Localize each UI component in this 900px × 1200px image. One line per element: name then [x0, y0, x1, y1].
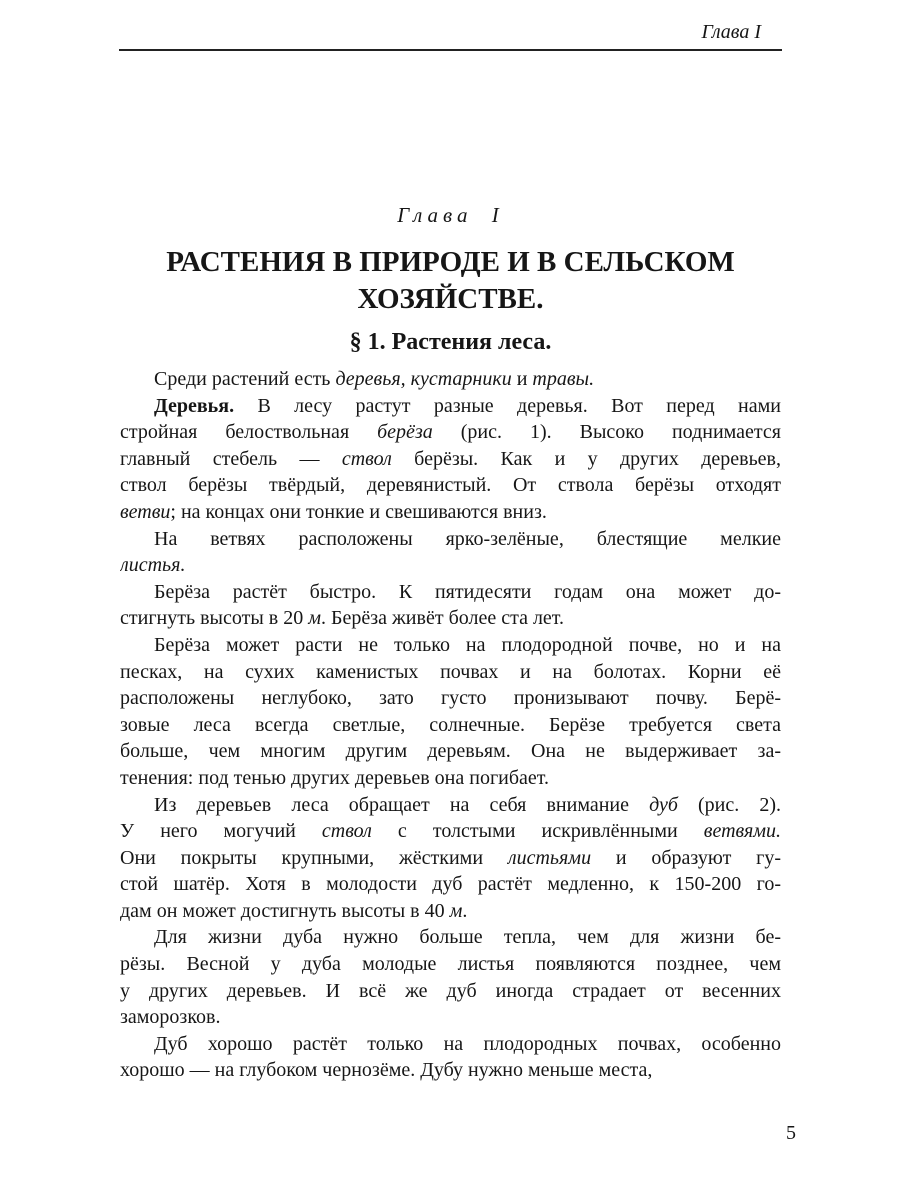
text-run: ствол	[321, 820, 372, 843]
text-run: Дуб хорошо растёт только на плодородных почвах, особенно	[154, 1032, 781, 1055]
text-run: ветвями.	[703, 820, 781, 843]
text-run: песках, на сухих каменистых почвах и на болотах. Корни её	[120, 660, 781, 683]
section-heading: § 1. Растения леса.	[349, 329, 552, 355]
text-line	[120, 605, 781, 632]
text-line	[120, 552, 781, 579]
text-line	[120, 818, 781, 845]
text-run: ветви	[120, 500, 171, 523]
text-run: берёзы. Как и у других деревьев,	[391, 447, 781, 470]
text-run: Берёза растёт быстро. К пятидесяти годам она может до-	[154, 580, 781, 603]
text-run: тенения: под тенью других деревьев она погибает.	[120, 766, 550, 789]
text-run: листья.	[120, 554, 186, 577]
text-run: деревья, кустарники	[335, 368, 512, 390]
text-line	[120, 1057, 781, 1084]
text-line	[120, 685, 781, 712]
text-run: Для жизни дуба нужно больше тепла, чем для жизни бе-	[154, 926, 781, 949]
text-line	[120, 579, 781, 606]
text-line	[120, 472, 781, 499]
text-line	[120, 738, 781, 765]
text-line	[120, 765, 781, 792]
text-run: Они покрыты крупными, жёсткими	[120, 846, 508, 869]
header-rule	[119, 49, 782, 51]
text-run: (рис. 1). Высоко поднимается	[432, 421, 781, 444]
paragraph	[120, 792, 781, 925]
running-head: Глава I	[701, 21, 761, 43]
text-run: дуб	[649, 793, 678, 816]
text-run: дам он может достигнуть высоты в 40	[120, 899, 450, 922]
text-run: стройная белоствольная	[120, 421, 378, 444]
text-run: стой шатёр. Хотя в молодости дуб растёт медленно, к 150-200 го-	[120, 873, 781, 896]
text-run: листьями	[507, 846, 592, 869]
text-line	[120, 712, 781, 739]
paragraph	[120, 526, 781, 579]
paragraph	[120, 579, 781, 632]
text-run: ствол	[341, 447, 392, 470]
text-line	[120, 924, 781, 951]
chapter-heading: Глава I	[397, 203, 504, 227]
text-run: Из деревьев леса обращает на себя внимание	[154, 793, 650, 816]
text-line	[120, 419, 781, 446]
paragraph	[120, 393, 781, 526]
page-title	[120, 244, 781, 318]
text-line	[120, 446, 781, 473]
text-line	[120, 499, 781, 526]
text-run: заморозков.	[120, 1006, 221, 1029]
paragraph	[120, 1031, 781, 1084]
text-line	[120, 951, 781, 978]
text-run: В лесу растут разные деревья. Вот перед нами	[234, 394, 781, 417]
text-run: Деревья.	[154, 394, 235, 417]
text-run: травы.	[532, 368, 595, 390]
text-run: ; на концах они тонкие и свешиваются вниз.	[170, 500, 547, 523]
body-text	[120, 366, 781, 1084]
page-title-line-1: РАСТЕНИЯ В ПРИРОДЕ И В СЕЛЬСКОМ	[166, 246, 735, 278]
text-run: На ветвях расположены ярко-зелёные, блестящие мелкие	[154, 527, 781, 550]
text-run: с толстыми искривлёнными	[371, 820, 704, 843]
text-run: рёзы. Весной у дуба молодые листья появляются позднее, чем	[120, 953, 781, 976]
text-run: ствол берёзы твёрдый, деревянистый. От ствола берёзы отходят	[120, 474, 781, 497]
page-number: 5	[786, 1122, 796, 1144]
paragraph	[120, 632, 781, 792]
text-line	[120, 526, 781, 553]
text-line	[120, 898, 781, 925]
text-run: у других деревьев. И всё же дуб иногда страдает от весенних	[120, 979, 781, 1002]
text-run: . Берёза живёт более ста лет.	[320, 607, 565, 630]
text-run: м	[308, 607, 321, 630]
text-run: зовые леса всегда светлые, солнечные. Берёзе требуется света	[120, 713, 781, 736]
text-run: расположены неглубоко, зато густо пронизывают почву. Берё-	[120, 687, 781, 710]
text-run: .	[462, 899, 468, 922]
text-line	[120, 659, 781, 686]
text-run: хорошо — на глубоком чернозёме. Дубу нужно меньше места,	[120, 1059, 653, 1082]
text-run: главный стебель —	[120, 447, 342, 470]
text-run: (рис. 2).	[677, 793, 781, 816]
text-line	[120, 792, 781, 819]
paragraph	[120, 366, 781, 393]
text-run: стигнуть высоты в 20	[120, 607, 309, 630]
text-run: и	[511, 368, 533, 390]
text-run: берёза	[377, 421, 433, 444]
text-run: м	[449, 899, 463, 922]
text-run: Берёза может расти не только на плодородной почве, но и на	[154, 633, 781, 656]
text-run: больше, чем многим другим деревьям. Она не выдерживает за-	[120, 740, 781, 763]
text-line	[120, 366, 781, 393]
text-run: У него могучий	[120, 820, 322, 843]
text-run: и образуют гу-	[591, 846, 781, 869]
text-line	[120, 871, 781, 898]
text-line	[120, 978, 781, 1005]
text-line	[120, 632, 781, 659]
text-run: Среди растений есть	[154, 368, 336, 390]
page-title-line-2: ХОЗЯЙСТВЕ.	[357, 283, 544, 315]
text-line	[120, 1004, 781, 1031]
text-line	[120, 393, 781, 420]
text-line	[120, 845, 781, 872]
paragraph	[120, 924, 781, 1030]
text-line	[120, 1031, 781, 1058]
